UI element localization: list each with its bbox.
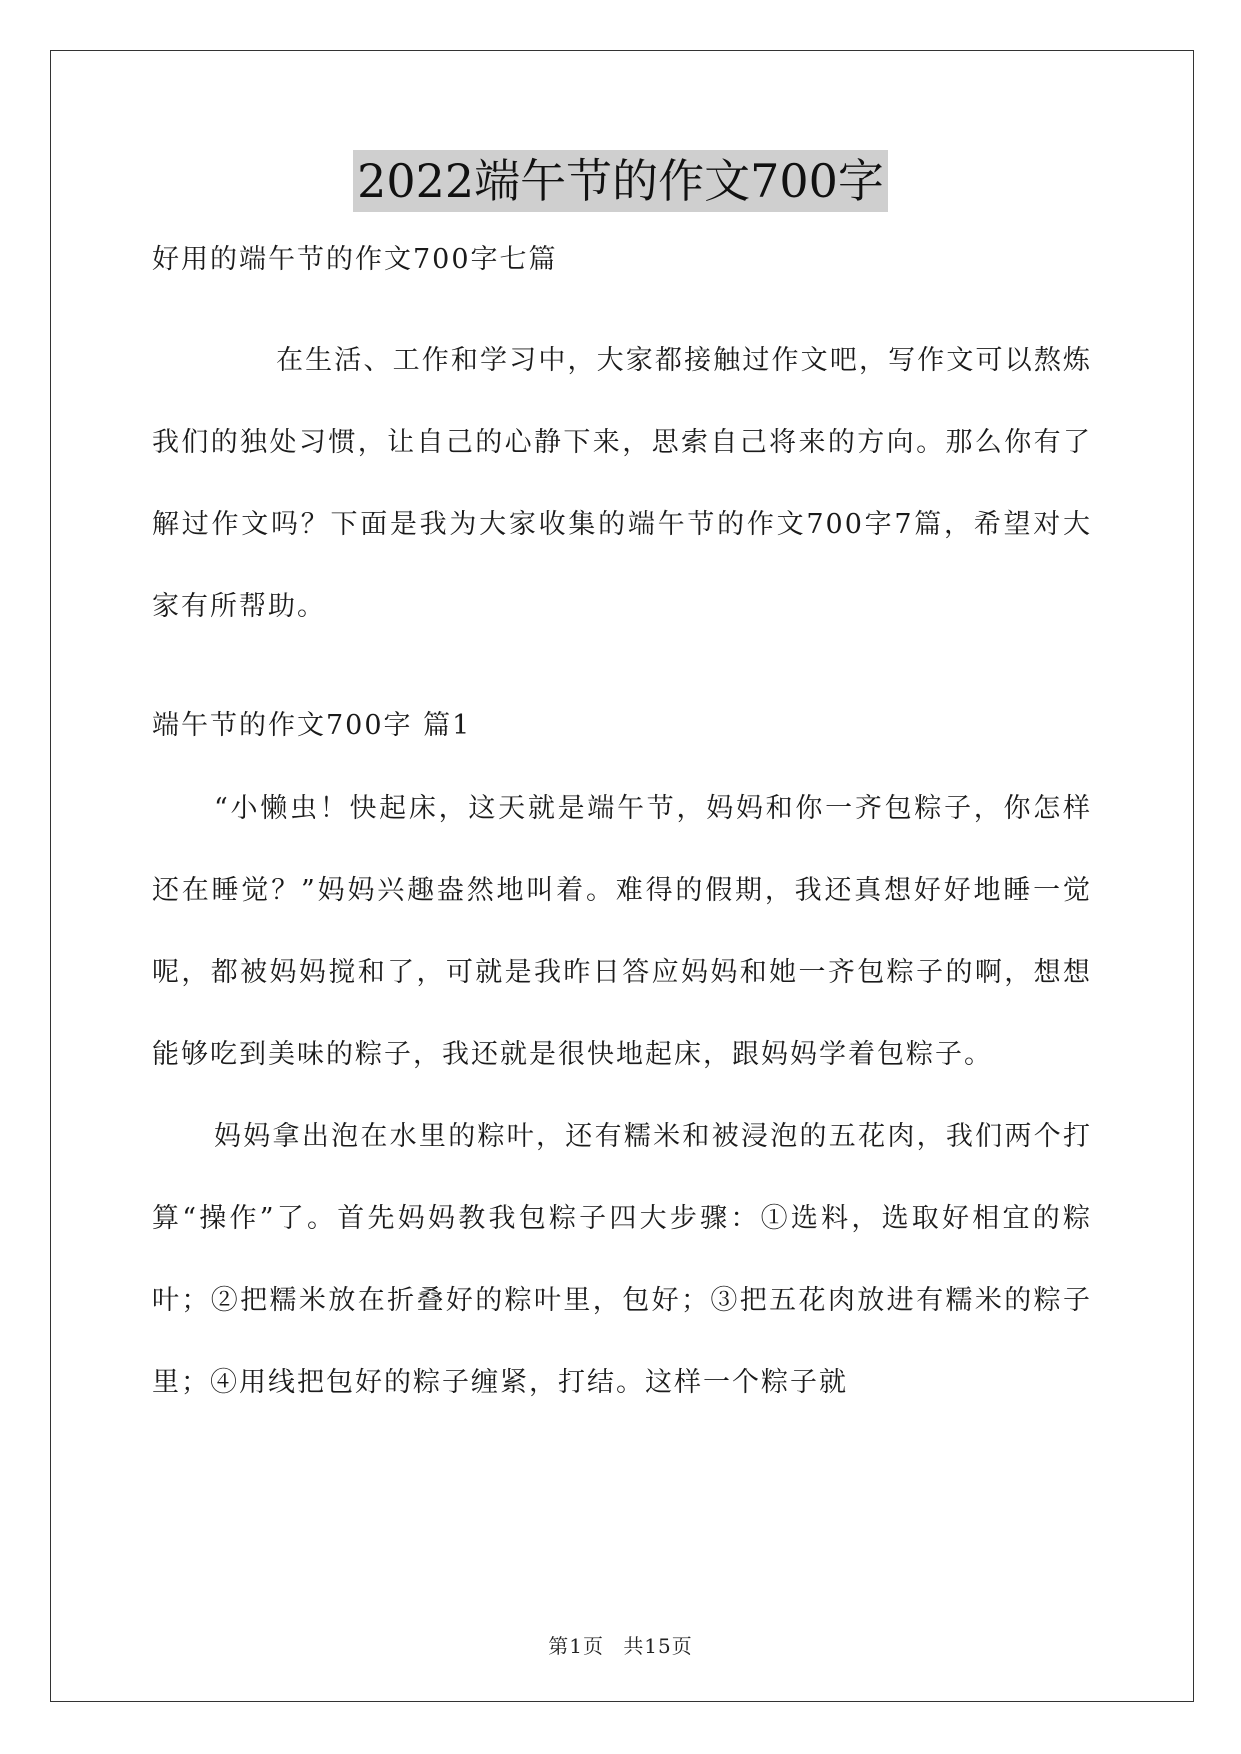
paragraph-2 (152, 1096, 1092, 1424)
page-footer (0, 1630, 1241, 1659)
paragraph-1-text: “小懒虫！快起床，这天就是端午节，妈妈和你一齐包粽子，你怎样还在睡觉？”妈妈兴趣盎然地叫着。难得的假期，我还真想好好地睡一觉呢，都被妈妈搅和了，可就是我昨日答应妈妈和她一齐包粽子的啊，想想能够吃到美味的粽子，我还就是很快地起床，跟妈妈学着包粽子。 (152, 793, 1092, 1070)
intro-text: 在生活、工作和学习中，大家都接触过作文吧，写作文可以熬炼我们的独处习惯，让自己的心静下来，思索自己将来的方向。那么你有了解过作文吗？下面是我为大家收集的端午节的作文700字7篇，希望对大家有所帮助。 (152, 345, 1092, 622)
subtitle: 好用的端午节的作文700字七篇 (152, 244, 558, 275)
page-total: 共15页 (623, 1634, 693, 1658)
page-number: 第1页 (548, 1634, 604, 1658)
title-wrap (0, 150, 1241, 212)
document-title: 2022端午节的作文700字 (353, 150, 888, 212)
paragraph-2-text: 妈妈拿出泡在水里的粽叶，还有糯米和被浸泡的五花肉，我们两个打算“操作”了。首先妈妈教我包粽子四大步骤：①选料，选取好相宜的粽叶；②把糯米放在折叠好的粽叶里，包好；③把五花肉放进有糯米的粽子里；④用线把包好的粽子缠紧，打结。这样一个粽子就 (152, 1121, 1092, 1398)
intro-paragraph (152, 320, 1092, 648)
document-body (152, 230, 1092, 1424)
section-gap (152, 648, 1092, 696)
paragraph-1 (152, 768, 1092, 1096)
section-heading: 端午节的作文700字 篇1 (152, 710, 472, 741)
